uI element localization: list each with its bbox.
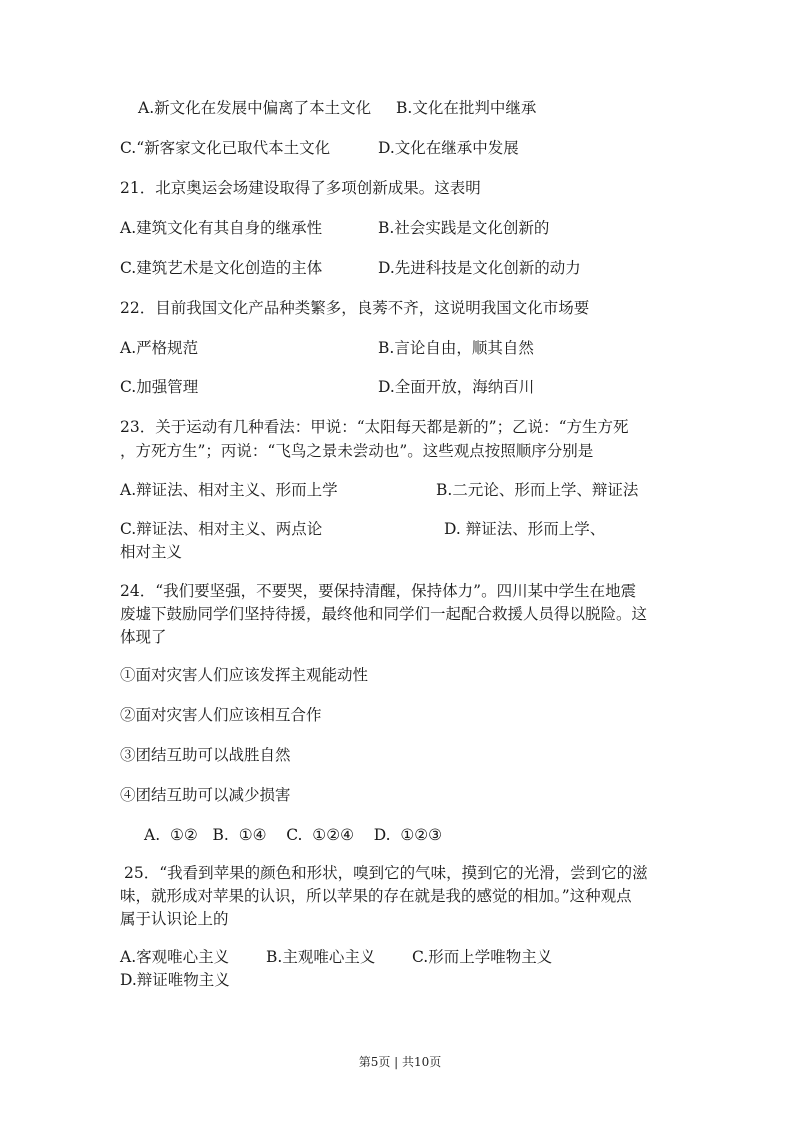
- q22-option-d: D.全面开放，海纳百川: [378, 378, 535, 396]
- q24-stem-line-2: 废墟下鼓励同学们坚持待援，最终他和同学们一起配合救援人员得以脱险。这: [120, 605, 648, 623]
- q24-item-3: ③团结互助可以战胜自然: [120, 746, 291, 764]
- q23-option-d-line-1: D. 辩证法、形而上学、: [444, 520, 606, 538]
- q24-item-2: ②面对灾害人们应该相互合作: [120, 706, 322, 724]
- q22-option-c: C.加强管理: [120, 378, 199, 396]
- q21-option-d: D.先进科技是文化创新的动力: [378, 259, 581, 277]
- q23-option-a: A.辩证法、相对主义、形而上学: [120, 481, 338, 499]
- q25-stem-line-1: 25．“我看到苹果的颜色和形状，嗅到它的气味，摸到它的光滑，尝到它的滋: [124, 864, 648, 882]
- q24-item-4: ④团结互助可以减少损害: [120, 786, 291, 804]
- q20-option-b: B.文化在批判中继承: [396, 99, 537, 117]
- q23-option-c: C.辩证法、相对主义、两点论: [120, 520, 323, 538]
- q25-option-a: A.客观唯心主义: [120, 948, 230, 966]
- q23-stem-line-2: ，方死方生”；丙说：“飞鸟之景未尝动也”。这些观点按照顺序分别是: [120, 442, 594, 460]
- q21-option-c: C.建筑艺术是文化创造的主体: [120, 259, 323, 277]
- page-number: 第5页 | 共10页: [358, 1055, 442, 1069]
- q24-stem-line-3: 体现了: [120, 628, 167, 646]
- q25-stem-line-2: 味，就形成对苹果的认识，所以苹果的存在就是我的感觉的相加。”这种观点: [120, 887, 632, 905]
- q25-option-d: D.辩证唯物主义: [120, 971, 230, 989]
- q23-option-b: B.二元论、形而上学、辩证法: [436, 481, 639, 499]
- q25-option-b: B.主观唯心主义: [266, 948, 376, 966]
- q24-choices: A. ①② B. ①④ C. ①②④ D. ①②③: [144, 826, 443, 844]
- q22-option-b: B.言论自由，顺其自然: [378, 339, 534, 357]
- q21-stem: 21．北京奥运会场建设取得了多项创新成果。这表明: [120, 179, 481, 197]
- q23-option-d-line-2: 相对主义: [120, 543, 183, 561]
- q23-stem-line-1: 23．关于运动有几种看法：甲说：“太阳每天都是新的”；乙说：“方生方死: [120, 418, 629, 436]
- q24-stem-line-1: 24．“我们要坚强，不要哭，要保持清醒，保持体力”。四川某中学生在地震: [120, 582, 637, 600]
- q20-option-c: C.“新客家文化已取代本土文化: [120, 139, 331, 157]
- q22-option-a: A.严格规范: [120, 339, 199, 357]
- q21-option-a: A.建筑文化有其自身的继承性: [120, 219, 323, 237]
- q21-option-b: B.社会实践是文化创新的: [378, 219, 550, 237]
- q20-option-d: D.文化在继承中发展: [378, 139, 519, 157]
- q24-item-1: ①面对灾害人们应该发挥主观能动性: [120, 666, 369, 684]
- q22-stem: 22．目前我国文化产品种类繁多，良莠不齐，这说明我国文化市场要: [120, 299, 590, 317]
- q20-option-a: A.新文化在发展中偏离了本土文化: [138, 99, 372, 117]
- q25-option-c: C.形而上学唯物主义: [412, 948, 553, 966]
- q25-stem-line-3: 属于认识论上的: [120, 910, 229, 928]
